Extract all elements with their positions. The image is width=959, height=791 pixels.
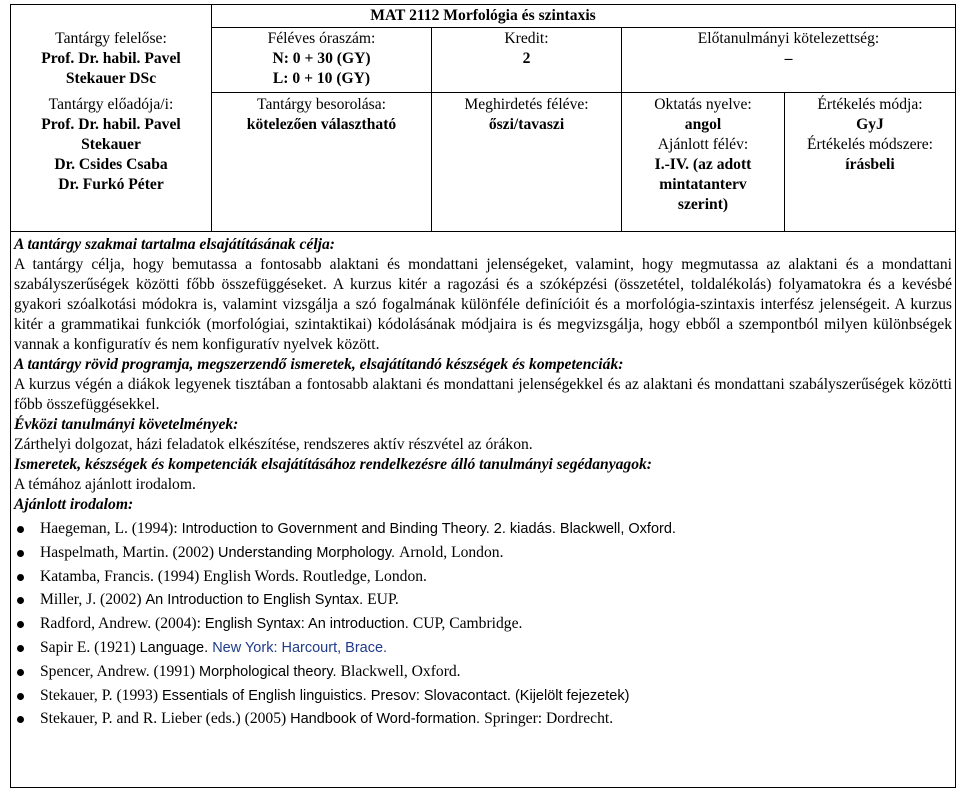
evaluation-method-label: Értékelés módszere:: [807, 136, 933, 153]
list-item: Stekauer, P. (1993) Essentials of English linguistics. Presov: Slovacontact. (Kijelölt fejezetek): [14, 685, 952, 709]
evaluation-mode-value: GyJ: [856, 116, 884, 133]
bullet-icon: [17, 526, 24, 533]
evaluation-mode-label: Értékelés módja:: [817, 96, 923, 113]
course-details: [14, 235, 952, 732]
evaluation-method-value: írásbeli: [845, 156, 895, 173]
classification-cell: [212, 95, 431, 135]
list-item: Miller, J. (2002) An Introduction to English Syntax. EUP.: [14, 589, 952, 613]
lecturer-line: Prof. Dr. habil. Pavel: [41, 116, 181, 133]
language-value: angol: [684, 116, 722, 133]
credit-value: 2: [522, 50, 531, 67]
table-divider: [11, 231, 955, 232]
hours-cell: [212, 29, 431, 89]
lecturer-line: Stekauer: [81, 136, 141, 153]
course-header-table: [11, 5, 955, 232]
table-divider: [211, 27, 955, 28]
prerequisite-label: Előtanulmányi kötelezettség:: [697, 30, 880, 47]
course-description-sheet: [10, 4, 956, 788]
bullet-icon: [17, 669, 24, 676]
lecturer-line: Dr. Furkó Péter: [58, 176, 164, 193]
list-item: Radford, Andrew. (2004): English Syntax: An introduction. CUP, Cambridge.: [14, 613, 952, 637]
responsible-name-line: Stekauer DSc: [65, 70, 157, 87]
program-heading: A tantárgy rövid programja, megszerzendő ismeretek, elsajátítandó készségek és kompetenciák:: [14, 356, 624, 373]
semester-value: őszi/tavaszi: [488, 116, 565, 133]
prerequisite-cell: [622, 29, 955, 69]
bullet-icon: [17, 716, 24, 723]
list-item: Katamba, Francis. (1994) English Words. Routledge, London.: [14, 566, 952, 590]
aim-text: A tantárgy célja, hogy bemutassa a fontosabb alaktani és mondattani jelenségeket, valamint, hogy megmutassa az alaktani és a mondattani szabályszerűségek közötti főbb összefüggéseket. A kurzus kitér a ragozási és a szóképzési (összetétel, toldalékolás) folyamatokra és a kevésbé gyakori szóalkotási módokra is, valamint vizsgálja a szó fogalmának különféle definícióit és a morfológia-szintaxis interfész jelenségeit. A kurzus kitér a grammatikai funkciók (morfológiai, szintaktikai) kódolásának módjaira is és megvizsgálja, hogy ebből a szempontból milyen különbségek vannak a konfiguratív és nem konfiguratív nyelvek között.: [14, 256, 952, 353]
semester-cell: [432, 95, 621, 135]
credit-label: Kredit:: [504, 30, 549, 47]
bullet-icon: [17, 597, 24, 604]
bullet-icon: [17, 574, 24, 581]
requirements-heading: Évközi tanulmányi követelmények:: [14, 416, 239, 433]
bullet-icon: [17, 550, 24, 557]
recommended-semester-line: szerint): [677, 196, 729, 213]
list-item: Haspelmath, Martin. (2002) Understanding Morphology. Arnold, London.: [14, 542, 952, 566]
materials-text: A témához ajánlott irodalom.: [14, 476, 196, 493]
prerequisite-value: –: [784, 50, 793, 67]
list-item: Stekauer, P. and R. Lieber (eds.) (2005) Handbook of Word-formation. Springer: Dordrecht.: [14, 708, 952, 732]
hours-value-line: L: 0 + 10 (GY): [272, 70, 371, 87]
course-title: MAT 2112 Morfológia és szintaxis: [370, 7, 596, 24]
responsible-name-line: Prof. Dr. habil. Pavel: [41, 50, 181, 67]
lecturers-cell: [11, 95, 211, 195]
evaluation-cell: [785, 95, 955, 175]
recommended-semester-label: Ajánlott félév:: [657, 136, 749, 153]
bullet-icon: [17, 645, 24, 652]
classification-label: Tantárgy besorolása:: [257, 96, 386, 113]
program-text: A kurzus végén a diákok legyenek tisztában a fontosabb alaktani és mondattani jelenségekkel és az alaktani és mondattani szabályszerűségek közötti főbb összefüggésekkel.: [14, 376, 952, 413]
lecturers-label: Tantárgy előadója/i:: [48, 96, 174, 113]
bullet-icon: [17, 621, 24, 628]
literature-heading: Ajánlott irodalom:: [14, 496, 134, 513]
lecturer-line: Dr. Csides Csaba: [54, 156, 168, 173]
language-cell: [622, 95, 784, 215]
list-item: Spencer, Andrew. (1991) Morphological theory. Blackwell, Oxford.: [14, 661, 952, 685]
semester-label: Meghirdetés féléve:: [464, 96, 589, 113]
credit-cell: [432, 29, 621, 69]
hours-label: Féléves óraszám:: [267, 30, 376, 47]
responsible-label: Tantárgy felelőse:: [55, 30, 167, 47]
list-item: Sapir E. (1921) Language. New York: Harcourt, Brace.: [14, 637, 952, 661]
bullet-icon: [17, 693, 24, 700]
recommended-semester-line: mintatanterv: [659, 176, 747, 193]
hours-value-line: N: 0 + 30 (GY): [272, 50, 371, 67]
requirements-text: Zárthelyi dolgozat, házi feladatok elkészítése, rendszeres aktív részvétel az órákon.: [14, 436, 533, 453]
recommended-semester-line: I.-IV. (az adott: [654, 156, 752, 173]
table-divider: [211, 92, 955, 93]
list-item: Haegeman, L. (1994): Introduction to Government and Binding Theory. 2. kiadás. Blackwell, Oxford.: [14, 518, 952, 542]
aim-heading: A tantárgy szakmai tartalma elsajátításának célja:: [14, 236, 335, 253]
language-label: Oktatás nyelve:: [654, 96, 752, 113]
materials-heading: Ismeretek, készségek és kompetenciák elsajátításához rendelkezésre álló tanulmányi segédanyagok:: [14, 456, 652, 473]
responsible-cell: [11, 29, 211, 89]
classification-value: kötelezően választható: [246, 116, 397, 133]
literature-list: [14, 518, 952, 732]
